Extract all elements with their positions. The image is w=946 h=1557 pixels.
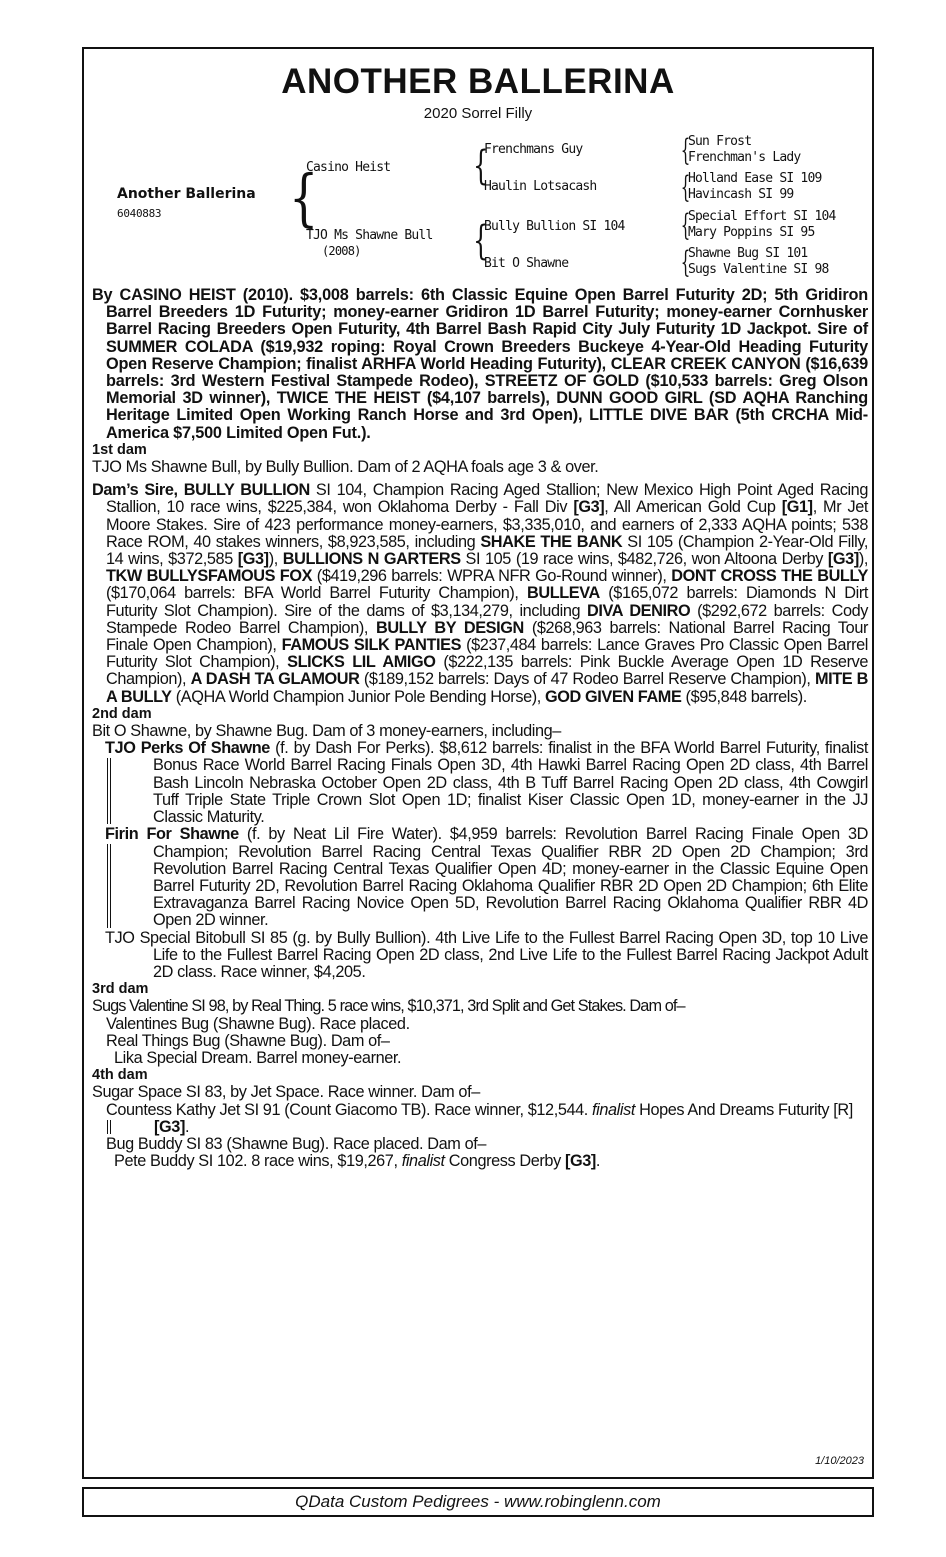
ss-sire: Sun Frost [688, 134, 752, 149]
sire-name: Casino Heist [306, 160, 391, 175]
brace-icon: { [680, 170, 691, 205]
sire-sire: Frenchmans Guy [484, 142, 583, 157]
sd-dam: Havincash SI 99 [688, 187, 794, 202]
pedigree-body [92, 287, 868, 1170]
dd-dam: Sugs Valentine SI 98 [688, 262, 829, 277]
offspring-entry: Bug Buddy SI 83 (Shawne Bug). Race placed. Dam of– [106, 1134, 487, 1153]
offspring-entry: Valentines Bug (Shawne Bug). Race placed. [106, 1014, 410, 1033]
ds-sire: Special Effort SI 104 [688, 209, 836, 224]
dd-sire: Shawne Bug SI 101 [688, 246, 808, 261]
dams-sire-paragraph: Dam’s Sire, BULLY BULLION SI 104, Champion Racing Aged Stallion; New Mexico High Point Aged Racing Stallion, 10 race wins, $225,384, won Oklahoma Derby - Fall Div [G3], All American Gold Cup [G1], Mr Jet Moore Stakes. Sire of 423 performance money-earners, $3,335,010, and earners of 2,333 AQHA points; 538 Race ROM, 40 stakes winners, $8,923,585, including SHAKE THE BANK SI 105 (Champion 2-Year-Old Filly, 14 wins, $372,585 [G3]), BULLIONS N GARTERS SI 105 (19 race wins, $482,726, won Altoona Derby [G3]), TKW BULLYSFAMOUS FOX ($419,296 barrels: WPRA NFR Go-Round winner), DONT CROSS THE BULLY ($170,064 barrels: BFA World Barrel Futurity Champion), BULLEVA ($165,072 barrels: Diamonds N Dirt Futurity Slot Champion). Sire of the dams of $3,134,279, including DIVA DENIRO ($292,672 barrels: Cody Stampede Rodeo Barrel Champion), BULLY BY DESIGN ($268,963 barrels: National Barrel Racing Tour Finale Open Champion), FAMOUS SILK PANTIES ($237,484 barrels: Lance Graves Pro Classic Open Barrel Futurity Slot Champion), SLICKS LIL AMIGO ($222,135 barrels: Pink Buckle Average Open 1D Reserve Champion), A DASH TA GLAMOUR ($189,152 barrels: Days of 47 Rodeo Barrel Reserve Champion), MITE B A BULLY (AQHA World Champion Junior Pole Bending Horse), GOD GIVEN FAME ($95,848 barrels). [92, 481, 869, 706]
second-dam-heading: 2nd dam [92, 705, 152, 722]
subject-name: Another Ballerina [117, 186, 256, 202]
fourth-dam-heading: 4th dam [92, 1067, 148, 1084]
print-date: 1/10/2023 [815, 1455, 864, 1467]
pedigree-page [82, 47, 874, 1479]
first-dam-heading: 1st dam [92, 441, 147, 458]
offspring-entry: Firin For Shawne (f. by Neat Lil Fire Water). $4,959 barrels: Revolution Barrel Racing Finale Open 3D Champion; Revolution Barrel Racing Central Texas Qualifier RBR 2D Open 2D Champion; 3rd Revolution Barrel Racing Central Texas Qualifier Open 4D; money-earner in the Classic Equine Open Barrel Futurity 2D, Revolution Barrel Racing Oklahoma Qualifier RBR 2D Open 2D Champion; 6th Elite Extravaganza Barrel Racing Novice Open 5D, Revolution Barrel Racing Oklahoma Qualifier RBR 4D Open 2D winner. [92, 826, 868, 929]
dam-year: (2008) [322, 244, 361, 258]
third-dam-heading: 3rd dam [92, 981, 149, 998]
ds-dam: Mary Poppins SI 95 [688, 225, 815, 240]
page-subtitle: 2020 Sorrel Filly [423, 105, 533, 122]
sire-summary: By CASINO HEIST (2010). $3,008 barrels: 6th Classic Equine Open Barrel Futurity 2D; 5th Gridiron Barrel Breeders 1D Futurity; money-earner Gridiron 1D Barrel Futurity; money-earner Cornhusker Barrel Racing Breeders Open Futurity, 4th Barrel Bash Rapid City July Futurity 1D Jackpot. Sire of SUMMER COLADA ($19,932 roping: Royal Crown Breeders Buckeye 4-Year-Old Heading Futurity Open Reserve Champion; finalist ARHFA World Heading Futurity), CLEAR CREEK CANYON ($16,639 barrels: 3rd Western Festival Stampede Rodeo), STREETZ OF GOLD ($10,533 barrels: Greg Olson Memorial 3D winner), TWICE THE HEIST ($4,107 barrels), DUNN GOOD GIRL (SD AQHA Ranching Heritage Limited Open Working Ranch Horse and 3rd Open), LITTLE DIVE BAR (5th CRCHA Mid-America $7,500 Limited Open Fut.). [92, 286, 868, 442]
offspring-entry: TJO Perks Of Shawne (f. by Dash For Perks). $8,612 barrels: finalist in the BFA World Barrel Futurity, finalist Bonus Race World Barrel Racing Finals Open 3D, 4th Hawki Barrel Racing Open 2D class, 4th Barrel Bash Lincoln Nebraska October Open 2D class, 4th B Tuff Barrel Racing Open 2D class, 4th Cowgirl Tuff Triple State Triple Crown Slot Open 1D; finalist Kiser Classic Open 1D, money-earner in the JJ Classic Maturity. [92, 740, 868, 826]
third-dam-text: Sugs Valentine SI 98, by Real Thing. 5 race wins, $10,371, 3rd Split and Get Stakes. Dam of– [92, 997, 685, 1016]
second-dam-text: Bit O Shawne, by Shawne Bug. Dam of 3 money-earners, including– [92, 722, 561, 741]
offspring-entry: Lika Special Dream. Barrel money-earner. [114, 1048, 402, 1067]
dam-sire: Bully Bullion SI 104 [484, 219, 625, 234]
ss-dam: Frenchman's Lady [688, 150, 801, 165]
offspring-entry: Real Things Bug (Shawne Bug). Dam of– [106, 1031, 390, 1050]
brace-icon: { [680, 245, 691, 280]
subject-reg: 6040883 [117, 207, 162, 220]
offspring-entry: TJO Special Bitobull SI 85 (g. by Bully Bullion). 4th Live Life to the Fullest Barrel Racing Open 3D, top 10 Live Life to the Fullest Barrel Racing Open 2D class, 2nd Live Life to the Fullest Barrel Racing Jackpot Adult 2D class. Race winner, $4,205. [105, 928, 868, 981]
footer-credit: QData Custom Pedigrees - www.robinglenn.com [82, 1487, 874, 1517]
page-title: ANOTHER BALLERINA [281, 62, 675, 101]
fourth-dam-text: Sugar Space SI 83, by Jet Space. Race winner. Dam of– [92, 1083, 480, 1102]
sd-sire: Holland Ease SI 109 [688, 171, 822, 186]
dam-dam: Bit O Shawne [484, 256, 569, 271]
brace-icon: { [473, 143, 489, 189]
dam-name: TJO Ms Shawne Bull [306, 228, 433, 243]
brace-icon: { [288, 161, 319, 234]
brace-icon: { [680, 133, 691, 168]
brace-icon: { [473, 218, 489, 264]
first-dam-text: TJO Ms Shawne Bull, by Bully Bullion. Dam of 2 AQHA foals age 3 & over. [92, 458, 599, 477]
offspring-entry: Pete Buddy SI 102. 8 race wins, $19,267, finalist Congress Derby [G3]. [114, 1152, 601, 1171]
offspring-entry: Countess Kathy Jet SI 91 (Count Giacomo TB). Race winner, $12,544. finalist Hopes And Dreams Futurity [R] [G3]. [92, 1102, 868, 1136]
brace-icon: { [680, 208, 691, 243]
sire-dam: Haulin Lotsacash [484, 179, 597, 194]
